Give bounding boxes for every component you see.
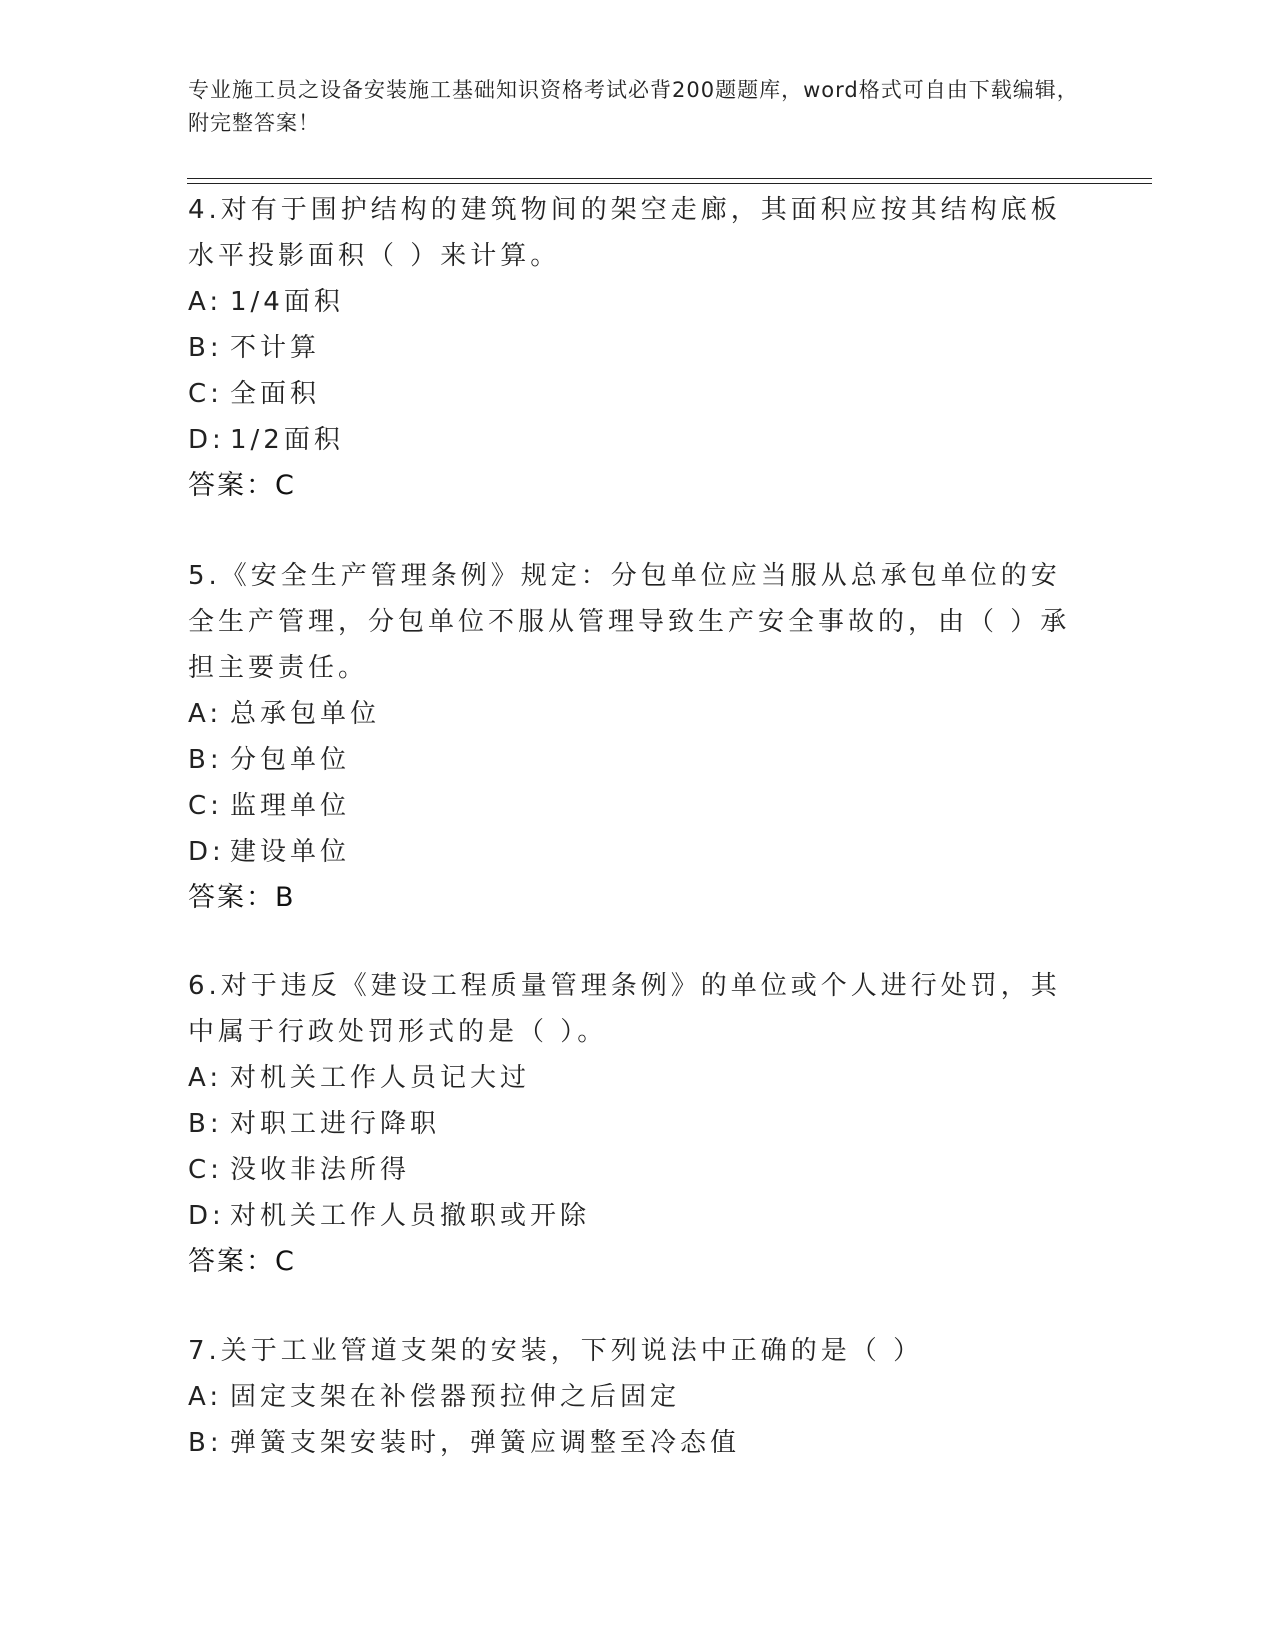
question-6 <box>188 963 1088 1285</box>
option-a <box>188 691 1088 737</box>
option-text: 固定支架在补偿器预拉伸之后固定 <box>230 1382 681 1412</box>
option-text: 没收非法所得 <box>230 1155 411 1185</box>
question-text: 6.对于违反《建设工程质量管理条例》的单位或个人进行处罚，其中属于行政处罚形式的是（ ）。 <box>188 971 1061 1047</box>
question-text: 4.对有于围护结构的建筑物间的架空走廊，其面积应按其结构底板水平投影面积（ ）来计算。 <box>188 195 1061 271</box>
option-text: 全面积 <box>230 379 321 409</box>
option-d <box>188 1193 1088 1239</box>
option-key: D: <box>188 425 225 455</box>
header-divider-bottom <box>187 183 1152 184</box>
question-7 <box>188 1328 1088 1466</box>
header-divider-top <box>187 178 1152 179</box>
option-key: B: <box>188 1109 223 1139</box>
option-c <box>188 1147 1088 1193</box>
option-text: 总承包单位 <box>230 699 381 729</box>
option-key: B: <box>188 745 223 775</box>
option-text: 监理单位 <box>230 791 351 821</box>
answer-line: 答案：C <box>188 470 296 501</box>
option-key: C: <box>188 1155 223 1185</box>
option-text: 分包单位 <box>230 745 351 775</box>
option-text: 建设单位 <box>230 837 351 867</box>
option-text: 对职工进行降职 <box>230 1109 441 1139</box>
option-key: B: <box>188 333 223 363</box>
option-text: 1/4面积 <box>230 287 344 317</box>
answer-line: 答案：B <box>188 882 296 913</box>
option-key: A: <box>188 699 223 729</box>
option-text: 对机关工作人员撤职或开除 <box>230 1201 591 1231</box>
option-a <box>188 1055 1088 1101</box>
option-d <box>188 417 1088 463</box>
option-text: 不计算 <box>230 333 321 363</box>
option-text: 对机关工作人员记大过 <box>230 1063 531 1093</box>
option-a <box>188 279 1088 325</box>
option-b <box>188 1420 1088 1466</box>
option-c <box>188 783 1088 829</box>
option-a <box>188 1374 1088 1420</box>
option-text: 1/2面积 <box>230 425 344 455</box>
question-4 <box>188 187 1088 509</box>
question-text: 5.《安全生产管理条例》规定：分包单位应当服从总承包单位的安全生产管理，分包单位不服从管理导致生产安全事故的，由（ ）承担主要责任。 <box>188 561 1071 683</box>
option-key: C: <box>188 791 223 821</box>
question-5 <box>188 553 1088 921</box>
option-key: A: <box>188 1382 223 1412</box>
question-text: 7.关于工业管道支架的安装，下列说法中正确的是（ ） <box>188 1336 924 1366</box>
document-header: 专业施工员之设备安装施工基础知识资格考试必背200题题库，word格式可自由下载编辑，附完整答案！ <box>188 78 1079 135</box>
option-text: 弹簧支架安装时，弹簧应调整至冷态值 <box>230 1428 741 1458</box>
option-key: D: <box>188 1201 225 1231</box>
option-key: D: <box>188 837 225 867</box>
option-b <box>188 737 1088 783</box>
option-key: C: <box>188 379 223 409</box>
option-b <box>188 325 1088 371</box>
answer-line: 答案：C <box>188 1246 296 1277</box>
option-key: A: <box>188 287 223 317</box>
option-c <box>188 371 1088 417</box>
option-b <box>188 1101 1088 1147</box>
option-d <box>188 829 1088 875</box>
option-key: B: <box>188 1428 223 1458</box>
option-key: A: <box>188 1063 223 1093</box>
